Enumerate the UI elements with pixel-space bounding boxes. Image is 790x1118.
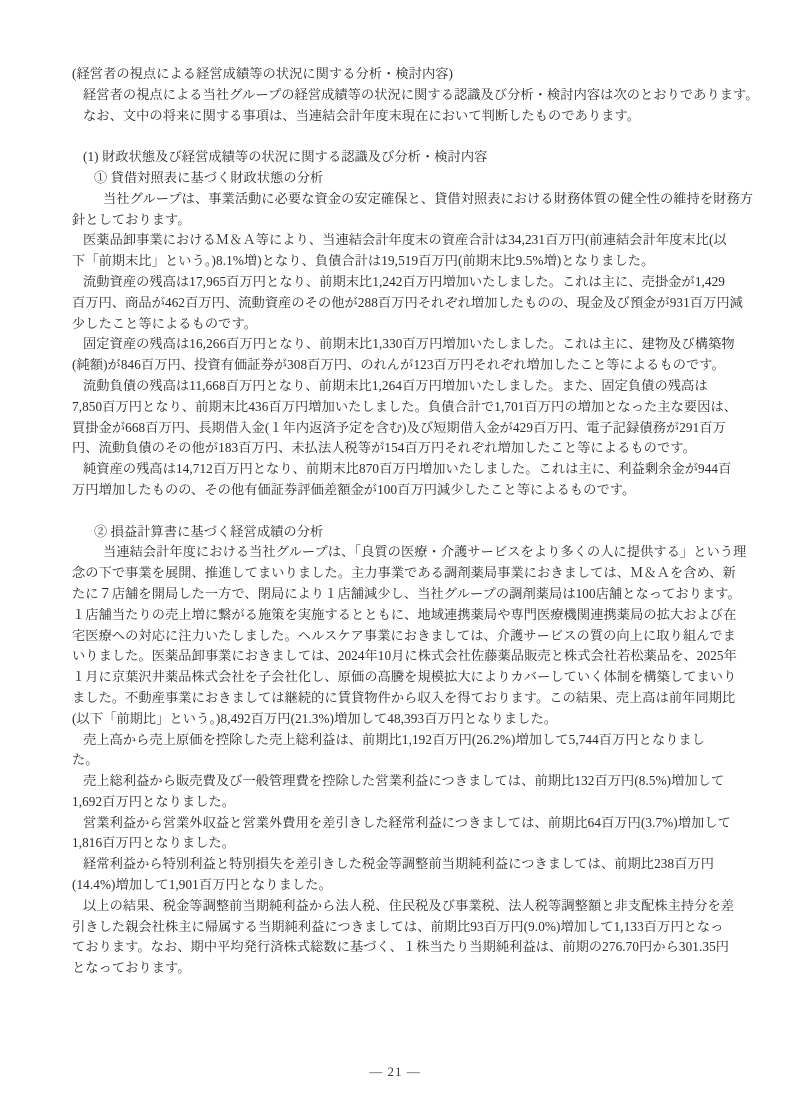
page-number: ― 21 ― xyxy=(369,1064,421,1079)
blank-line xyxy=(72,501,740,522)
text-line: 1,692百万円となりました。 xyxy=(72,793,236,809)
text-line: 流動資産の残高は17,965百万円となり、前期末比1,242百万円増加いたしました。これは主に、売掛金が1,429 xyxy=(83,273,725,289)
text-line: 営業利益から営業外収益と営業外費用を差引きした経常利益につきましては、前期比64百万円(3.7%)増加して xyxy=(83,814,731,830)
subsection-2-heading: ② 損益計算書に基づく経営成績の分析 xyxy=(94,523,324,539)
text-line: 買掛金が668百万円、長期借入金(１年内返済予定を含む)及び短期借入金が429百万円、電子記録債務が291百万 xyxy=(72,419,726,435)
text-line: ました。不動産事業におきましては継続的に賃貸物件から収入を得ております。この結果、売上高は前年同期比 xyxy=(72,689,736,705)
text-line: 念の下で事業を展開、推進してまいりました。主力事業である調剤薬局事業におきましては、Ｍ＆Ａを含め、新 xyxy=(72,565,736,581)
text-line: 売上高から売上原価を控除した売上総利益は、前期比1,192百万円(26.2%)増加して5,744百万円となりまし xyxy=(83,731,706,747)
text-line: 引きした親会社株主に帰属する当期純利益につきましては、前期比93百万円(9.0%)増加して1,133百万円となっ xyxy=(72,918,724,934)
text-line: たに７店舗を開局した一方で、閉局により１店舗減少し、当社グループの調剤薬局は100店舗となっております。 xyxy=(72,585,741,601)
text-line: 固定資産の残高は16,266百万円となり、前期末比1,330百万円増加いたしました。これは主に、建物及び構築物 xyxy=(83,336,735,352)
text-line: 売上総利益から販売費及び一般管理費を控除した営業利益につきましては、前期比132百万円(8.5%)増加して xyxy=(83,773,725,789)
text-line: いりました。医薬品卸事業におきましては、2024年10月に株式会社佐藤薬品販売と株式会社若松薬品を、2025年 xyxy=(72,648,737,664)
text-line: 円、流動負債のその他が183百万円、未払法人税等が154百万円それぞれ増加したこと等によるものです。 xyxy=(72,440,696,456)
text-line: １店舗当たりの売上増に繋がる施策を実施するとともに、地域連携薬局や専門医療機関連携薬局の拡大および在 xyxy=(72,606,737,622)
text-line: 7,850百万円となり、前期末比436百万円増加いたしました。負債合計で1,701百万円の増加となった主な要因は、 xyxy=(72,398,738,414)
text-line: 少したこと等によるものです。 xyxy=(72,315,257,331)
text-line: ております。なお、期中平均発行済株式総数に基づく、１株当たり当期純利益は、前期の276.70円から301.35円 xyxy=(72,939,730,955)
text-line: 当連結会計年度における当社グループは、「良質の医療・介護サービスをより多くの人に提供する」という理 xyxy=(103,544,747,560)
text-line: 下「前期末比」という。)8.1%増)となり、負債合計は19,519百万円(前期末比9.5%増)となりました。 xyxy=(72,253,655,269)
text-line: た。 xyxy=(72,752,99,768)
document-body xyxy=(72,64,759,979)
text-line: 1,816百万円となりました。 xyxy=(72,835,236,851)
text-line: 経営者の視点による当社グループの経営成績等の状況に関する認識及び分析・検討内容は次のとおりであります。 xyxy=(83,86,759,102)
text-line: (以下「前期比」という。)8,492百万円(21.3%)増加して48,393百万円となりました。 xyxy=(72,710,558,726)
text-line: １月に京葉沢井薬品株式会社を子会社化し、原価の高騰を規模拡大によりカバーしていく体制を構築してまいり xyxy=(72,669,737,685)
section-1-heading: (1) 財政状態及び経営成績等の状況に関する認識及び分析・検討内容 xyxy=(83,149,488,165)
blank-line xyxy=(72,126,740,147)
text-line: となっております。 xyxy=(72,960,191,976)
text-line: (14.4%)増加して1,901百万円となりました。 xyxy=(72,877,332,893)
text-line: 宅医療への対応に注力いたしました。ヘルスケア事業におきましては、介護サービスの質の向上に取り組んでま xyxy=(72,627,736,643)
doc-title: (経営者の視点による経営成績等の状況に関する分析・検討内容) xyxy=(72,66,454,81)
text-line: 当社グループは、事業活動に必要な資金の安定確保と、貸借対照表における財務体質の健全性の維持を財務方 xyxy=(103,190,754,206)
text-line: 経常利益から特別利益と特別損失を差引きした税金等調整前当期純利益につきましては、前期比238百万円 xyxy=(83,856,715,872)
text-line: 百万円、商品が462百万円、流動資産のその他が288百万円それぞれ増加したものの、現金及び預金が931百万円減 xyxy=(72,294,743,310)
text-line: 医薬品卸事業におけるＭ＆Ａ等により、当連結会計年度末の資産合計は34,231百万円(前連結会計年度末比(以 xyxy=(83,232,727,248)
text-line: 以上の結果、税金等調整前当期純利益から法人税、住民税及び事業税、法人税等調整額と非支配株主持分を差 xyxy=(83,897,735,913)
text-line: なお、文中の将来に関する事項は、当連結会計年度末現在において判断したものであります。 xyxy=(83,107,641,123)
subsection-1-heading: ① 貸借対照表に基づく財政状態の分析 xyxy=(94,169,324,185)
text-line: 万円増加したものの、その他有価証券評価差額金が100百万円減少したこと等によるものです。 xyxy=(72,481,636,497)
text-line: 純資産の残高は14,712百万円となり、前期末比870百万円増加いたしました。これは主に、利益剰余金が944百 xyxy=(83,461,732,477)
text-line: 針としております。 xyxy=(72,211,191,227)
text-line: (純額)が846百万円、投資有価証券が308百万円、のれんが123百万円それぞれ増加したこと等によるものです。 xyxy=(72,357,725,373)
text-line: 流動負債の残高は11,668百万円となり、前期末比1,264百万円増加いたしました。また、固定負債の残高は xyxy=(83,377,708,393)
